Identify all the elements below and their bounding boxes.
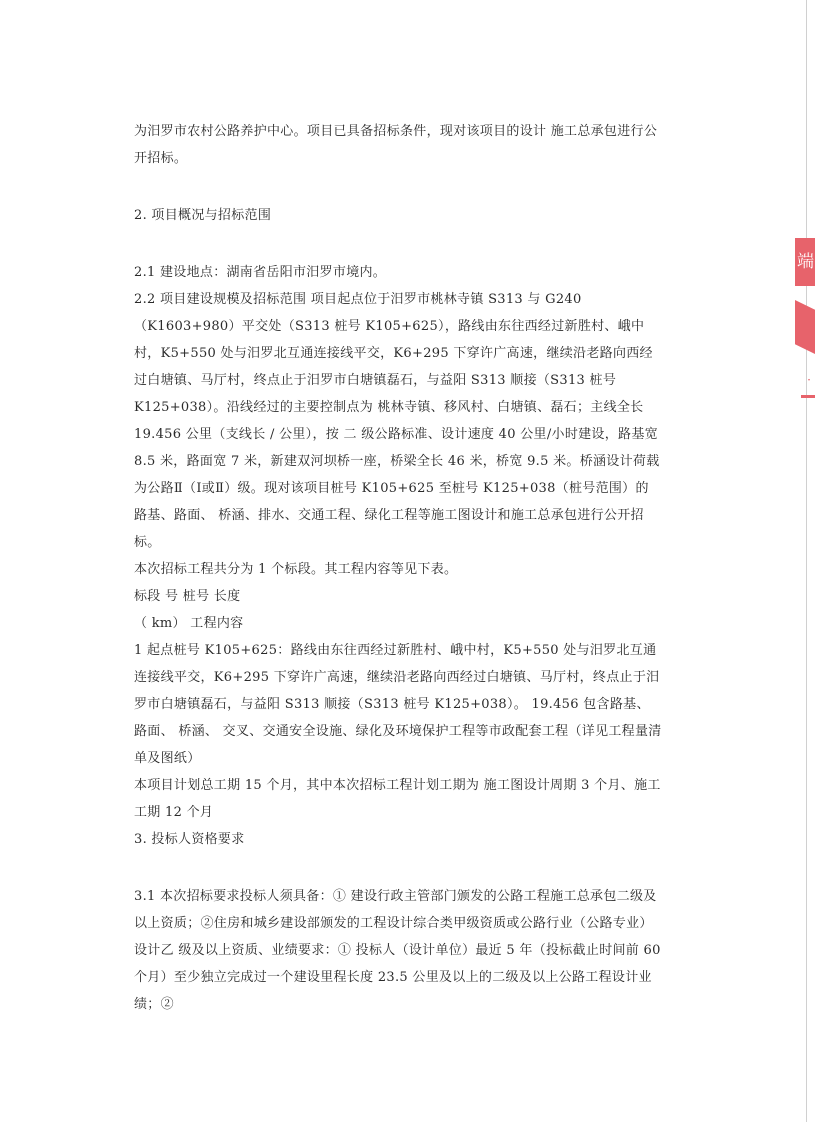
- paragraph-3-1: 3.1 本次招标要求投标人须具备：① 建设行政主管部门颁发的公路工程施工总承包二级及以上资质；②住房和城乡建设部颁发的工程设计综合类甲级资质或公路行业（公路专业）设计乙 级及以上资质、业绩要求：① 投标人（设计单位）最近 5 年（投标截止时间前 60 个月）至少独立完成过一个建设里程长度 23.5 公里及以上的二级及以上公路工程设计业绩；②: [134, 889, 661, 1012]
- paragraph-schedule: 本项目计划总工期 15 个月，其中本次招标工程计划工期为 施工图设计周期 3 个月、施工工期 12 个月: [134, 778, 661, 820]
- section-heading-2: 2. 项目概况与招标范围: [134, 208, 272, 223]
- paragraph-2-1: 2.1 建设地点：湖南省岳阳市汨罗市境内。: [134, 265, 387, 280]
- table-row: 1 起点桩号 K105+625：路线由东往西经过新胜村、峨中村，K5+550 处与汨罗北互通连接线平交，K6+295 下穿许广高速，继续沿老路向西经过白塘镇、马厅村，终点止于汨罗市白塘镇磊石，与益阳 S313 顺接（S313 桩号 K125+038）。 19.456 包含路基、路面、 桥涵、 交叉、交通安全设施、绿化及环境保护工程等市政配套工程（详见工程量清单及图纸）: [134, 643, 662, 766]
- seal-stamp-dash: [801, 395, 815, 398]
- paragraph-sections: 本次招标工程共分为 1 个标段。其工程内容等见下表。: [134, 562, 458, 577]
- document-body: [134, 118, 662, 1018]
- section-heading-3: 3. 投标人资格要求: [134, 832, 245, 847]
- table-header-line-2: （ km） 工程内容: [134, 616, 244, 631]
- seal-stamp-dot: ·: [807, 373, 811, 387]
- paragraph-intro: 为汨罗市农村公路养护中心。项目已具备招标条件，现对该项目的设计 施工总承包进行公开招标。: [134, 124, 658, 166]
- paragraph-2-2: 2.2 项目建设规模及招标范围 项目起点位于汨罗市桃林寺镇 S313 与 G240（K1603+980）平交处（S313 桩号 K105+625），路线由东往西经过新胜村、峨中村，K5+550 处与汨罗北互通连接线平交，K6+295 下穿许广高速，继续沿老路向西经过白塘镇、马厅村，终点止于汨罗市白塘镇磊石，与益阳 S313 顺接（S313 桩号 K125+038）。沿线经过的主要控制点为 桃林寺镇、移风村、白塘镇、磊石；主线全长 19.456 公里（支线长 / 公里），按 二 级公路标准、设计速度 40 公里/小时建设，路基宽 8.5 米，路面宽 7 米，新建双河坝桥一座，桥梁全长 46 米，桥宽 9.5 米。桥涵设计荷载为公路Ⅱ（Ⅰ或Ⅱ）级。现对该项目桩号 K105+625 至桩号 K125+038（桩号范围）的 路基、路面、 桥涵、排水、交通工程、绿化工程等施工图设计和施工总承包进行公开招标。: [134, 292, 660, 550]
- seal-stamp-fragment-lower: [795, 300, 815, 354]
- seal-stamp-fragment: 端: [795, 238, 815, 286]
- table-header-line-1: 标段 号 桩号 长度: [134, 589, 241, 604]
- page-edge: [806, 0, 807, 1122]
